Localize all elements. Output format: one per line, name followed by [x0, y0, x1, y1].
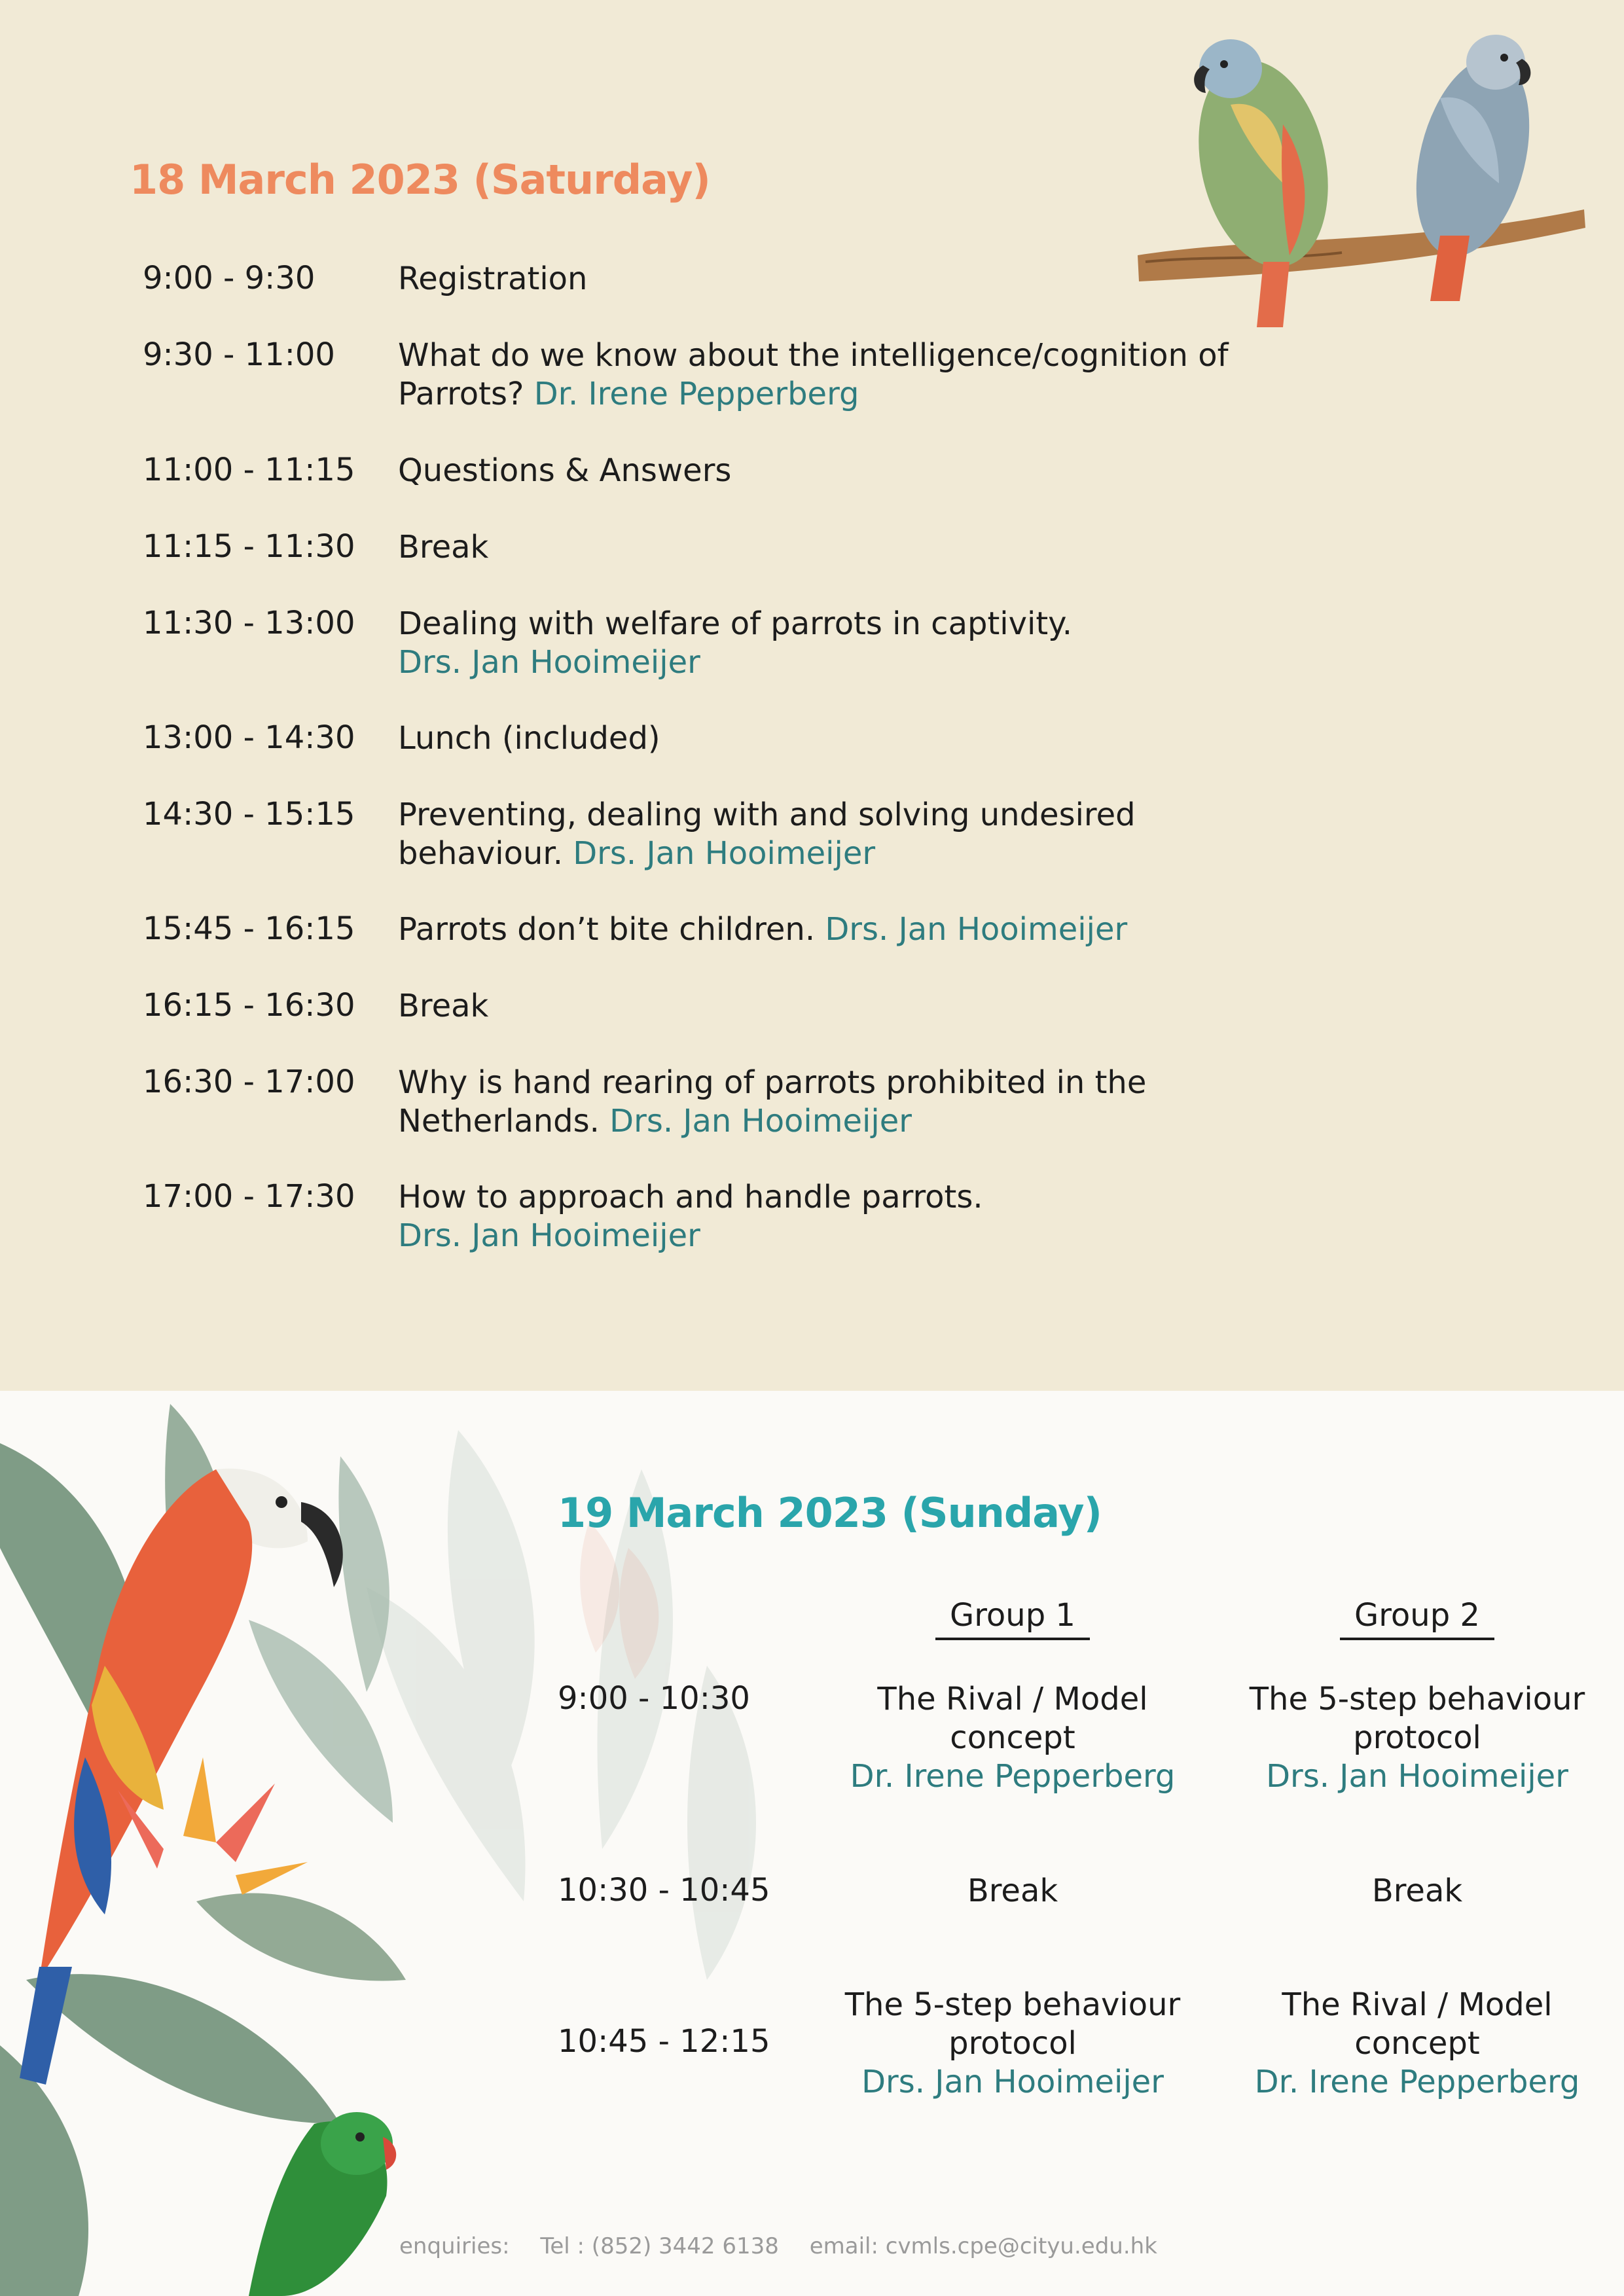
session-description [398, 1178, 1314, 1255]
session-time: 14:30 - 15:15 [143, 796, 355, 833]
session-title: Preventing, dealing with and solving undesired behaviour. [398, 797, 1136, 872]
session-title: The Rival / Model concept [877, 1681, 1148, 1756]
footer-label: enquiries: [399, 2233, 510, 2259]
session-title: What do we know about the intelligence/cognition of Parrots? [398, 337, 1229, 412]
group-2-session [1221, 1680, 1614, 1796]
session-time: 9:30 - 11:00 [143, 336, 335, 373]
session-title: Break [398, 988, 489, 1024]
speaker-name: Dr. Irene Pepperberg [850, 1758, 1176, 1795]
session-time: 16:30 - 17:00 [143, 1064, 355, 1100]
group-2-session [1221, 1872, 1614, 1910]
speaker-name: Drs. Jan Hooimeijer [398, 1217, 700, 1254]
session-description [398, 528, 1314, 567]
speaker-name: Drs. Jan Hooimeijer [1266, 1758, 1568, 1795]
session-description [398, 452, 1314, 490]
sunday-title: 19 March 2023 (Sunday) [558, 1489, 1102, 1537]
session-title: The Rival / Model concept [1282, 1986, 1553, 2062]
session-time: 11:30 - 13:00 [143, 605, 355, 641]
session-description [398, 796, 1262, 873]
session-title: Dealing with welfare of parrots in captivity. [398, 605, 1072, 642]
session-title: Why is hand rearing of parrots prohibited in the Netherlands. [398, 1064, 1147, 1139]
group-2-header [1221, 1597, 1614, 1640]
session-description [398, 910, 1314, 949]
session-time: 10:45 - 12:15 [558, 2023, 770, 2060]
group-1-session [816, 1872, 1209, 1910]
speaker-name: Dr. Irene Pepperberg [533, 376, 859, 412]
session-time: 15:45 - 16:15 [143, 910, 355, 947]
speaker-name: Dr. Irene Pepperberg [1254, 2064, 1580, 2100]
speaker-name: Drs. Jan Hooimeijer [609, 1103, 912, 1139]
speaker-name: Drs. Jan Hooimeijer [861, 2064, 1164, 2100]
session-time: 11:15 - 11:30 [143, 528, 355, 565]
session-description [398, 987, 1314, 1026]
footer-email: email: cvmls.cpe@cityu.edu.hk [809, 2233, 1157, 2259]
speaker-name: Drs. Jan Hooimeijer [398, 644, 700, 681]
saturday-title: 18 March 2023 (Saturday) [130, 156, 710, 204]
session-title: How to approach and handle parrots. [398, 1179, 983, 1215]
session-title: Registration [398, 260, 588, 297]
session-description [398, 336, 1314, 414]
session-time: 17:00 - 17:30 [143, 1178, 355, 1215]
session-title: The 5-step behaviour protocol [844, 1986, 1181, 2062]
macaw-foliage-illustration [0, 1391, 471, 2296]
session-description [398, 719, 1314, 758]
session-title: Lunch (included) [398, 720, 660, 757]
group-1-session [816, 1680, 1209, 1796]
session-time: 11:00 - 11:15 [143, 452, 355, 488]
group-1-label: Group 1 [935, 1597, 1090, 1640]
speaker-name: Drs. Jan Hooimeijer [573, 835, 876, 872]
group-2-label: Group 2 [1340, 1597, 1494, 1640]
session-title: Break [398, 529, 489, 565]
session-title: Break [967, 1873, 1058, 1909]
group-2-session [1221, 1986, 1614, 2102]
session-time: 9:00 - 10:30 [558, 1680, 750, 1717]
session-time: 13:00 - 14:30 [143, 719, 355, 756]
session-title: Parrots don’t bite children. [398, 911, 816, 948]
session-time: 16:15 - 16:30 [143, 987, 355, 1024]
session-title: The 5-step behaviour protocol [1249, 1681, 1585, 1756]
session-description [398, 605, 1314, 682]
session-description [398, 1064, 1275, 1141]
speaker-name: Drs. Jan Hooimeijer [825, 911, 1128, 948]
footer-phone: Tel : (852) 3442 6138 [540, 2233, 779, 2259]
session-time: 10:30 - 10:45 [558, 1872, 770, 1909]
group-1-session [816, 1986, 1209, 2102]
group-1-header [816, 1597, 1209, 1640]
footer-contact [399, 2233, 1181, 2259]
session-title: Break [1371, 1873, 1463, 1909]
session-description [398, 260, 1314, 298]
session-title: Questions & Answers [398, 452, 732, 489]
session-time: 9:00 - 9:30 [143, 260, 316, 296]
